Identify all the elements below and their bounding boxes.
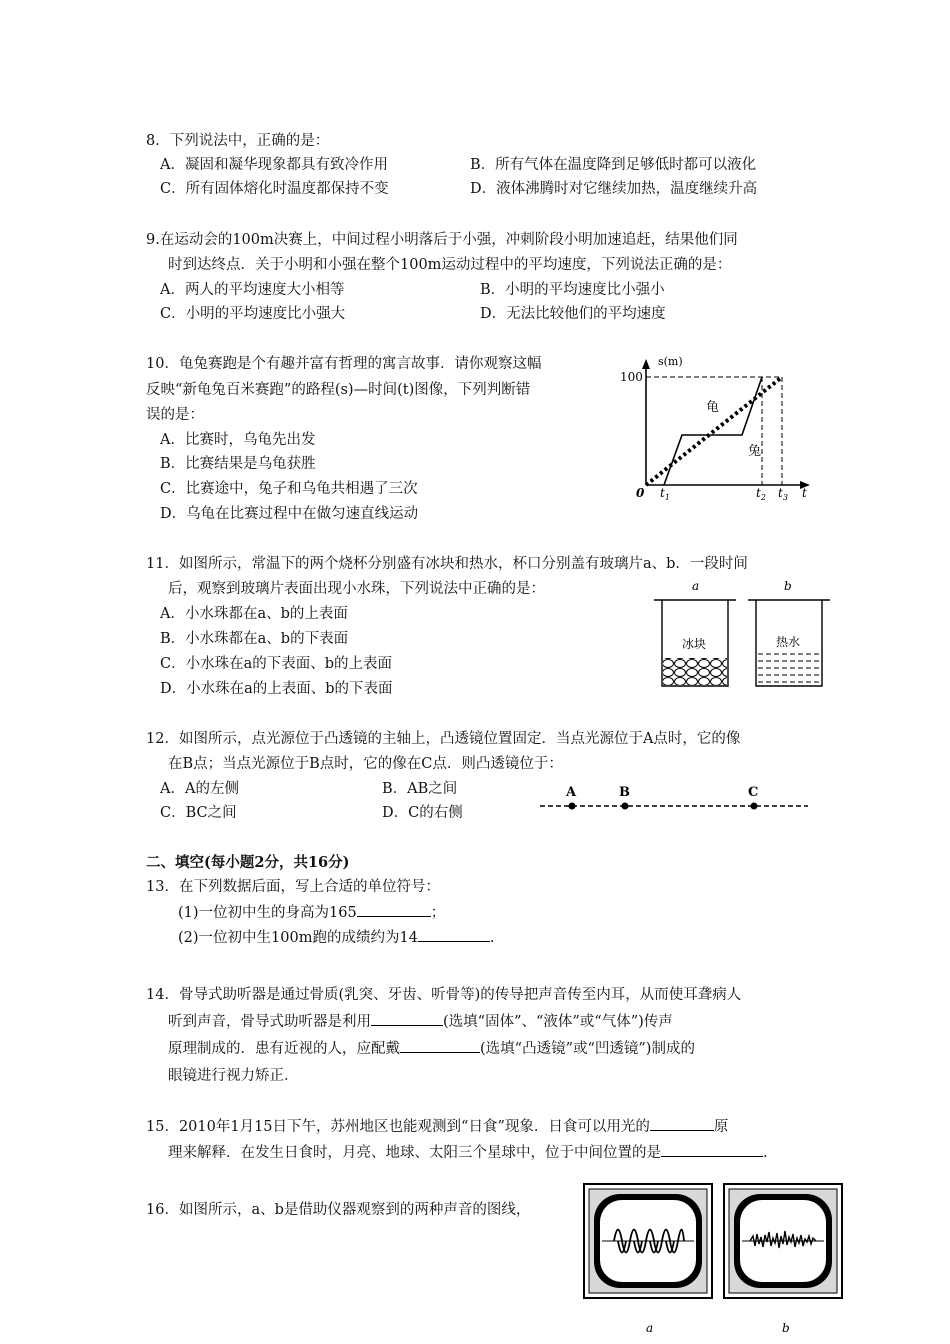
q12-option-d: D．C的右侧 (382, 805, 463, 821)
q8-option-a: A．凝固和凝华现象都具有致冷作用 (160, 157, 388, 173)
q15-line1: 15．2010年1月15日下午，苏州地区也能观测到“日食”现象．日食可以用光的 原 (146, 1115, 728, 1136)
q15-line2: 理来解释．在发生日食时，月亮、地球、太阳三个星球中，位于中间位置的是 . (168, 1141, 768, 1162)
graph-t2: $t_2$ (756, 486, 766, 502)
oscilloscope-b (724, 1184, 842, 1298)
q12-axis-figure (538, 782, 810, 816)
graph-turtle-label: 龟 (706, 400, 720, 415)
q13-stem: 13．在下列数据后面，写上合适的单位符号： (146, 879, 440, 895)
oscilloscope-a (584, 1184, 712, 1298)
wave-a-label: a (646, 1321, 654, 1335)
q10-option-a: A．比赛时，乌龟先出发 (160, 432, 316, 448)
q12-option-c: C．BC之间 (160, 805, 237, 821)
q11-option-c: C．小水珠在a的下表面、b的上表面 (160, 656, 393, 672)
graph-y100: 100 (620, 370, 643, 384)
q16-waveform-figure (580, 1180, 850, 1340)
graph-rabbit-label: 兔 (748, 444, 762, 459)
q14-blank-1[interactable] (371, 1011, 443, 1026)
graph-origin: 0 (636, 486, 645, 500)
q12-stem-line1: 12．如图所示，点光源位于凸透镜的主轴上，凸透镜位置固定．当点光源位于A点时，它的像 (146, 731, 741, 747)
point-a (569, 803, 576, 810)
q13-blank-2[interactable] (418, 927, 490, 942)
point-b-label: B (619, 785, 630, 800)
q12-option-b: B．AB之间 (382, 781, 458, 797)
q10-option-c: C．比赛途中，兔子和乌龟共相遇了三次 (160, 481, 418, 497)
q13-blank-1[interactable] (357, 902, 431, 917)
ice-label: 冰块 (682, 637, 707, 651)
beaker-b-label: b (784, 579, 792, 593)
q16-stem: 16．如图所示，a、b是借助仪器观察到的两种声音的图线， (146, 1202, 531, 1218)
graph-ylabel: s(m) (658, 355, 683, 368)
q8-option-d: D．液体沸腾时对它继续加热，温度继续升高 (470, 181, 758, 197)
q10-option-b: B．比赛结果是乌龟获胜 (160, 456, 316, 472)
graph-t3: $t_3$ (778, 486, 788, 502)
q8-option-b: B．所有气体在温度降到足够低时都可以液化 (470, 157, 757, 173)
q11-option-a: A．小水珠都在a、b的上表面 (160, 606, 348, 622)
section-2-heading: 二、填空(每小题2分，共16分) (146, 854, 350, 871)
q10-option-d: D．乌龟在比赛过程中在做匀速直线运动 (160, 506, 419, 522)
q9-stem-line1: 9.在运动会的100m决赛上，中间过程小明落后于小强，冲刺阶段小明加速追赶，结果他们同 (146, 232, 738, 248)
hot-water-label: 热水 (776, 635, 801, 649)
q9-option-d: D．无法比较他们的平均速度 (480, 306, 666, 322)
q11-stem-line1: 11．如图所示，常温下的两个烧杯分别盛有冰块和热水，杯口分别盖有玻璃片a、b．一段时间 (146, 556, 748, 572)
q9-option-c: C．小明的平均速度比小强大 (160, 306, 346, 322)
q9-option-a: A．两人的平均速度大小相等 (160, 282, 345, 298)
q14-blank-2[interactable] (400, 1038, 480, 1053)
q11-option-d: D．小水珠在a的上表面、b的下表面 (160, 681, 393, 697)
q13-sub1: (1)一位初中生的身高为165 ； (178, 901, 445, 922)
q14-line2: 听到声音，骨导式助听器是利用 (选填“固体”、“液体”或“气体”)传声 (168, 1010, 673, 1031)
point-a-label: A (566, 785, 577, 800)
beaker-a-label: a (692, 579, 700, 593)
q11-stem-line2: 后，观察到玻璃片表面出现小水珠，下列说法中正确的是： (168, 581, 545, 597)
q12-option-a: A．A的左侧 (160, 781, 239, 797)
q8-stem: 8．下列说法中，正确的是： (146, 133, 330, 149)
q10-stem-line2: 反映“新龟兔百米赛跑”的路程(s)—时间(t)图像，下列判断错 (146, 382, 531, 398)
q9-option-b: B．小明的平均速度比小强小 (480, 282, 665, 298)
q14-line4: 眼镜进行视力矫正． (168, 1068, 299, 1084)
point-b (622, 803, 629, 810)
q10-stem-line3: 误的是： (146, 407, 204, 423)
q14-line3: 原理制成的．患有近视的人，应配戴 (选填“凸透镜”或“凹透镜”)制成的 (168, 1037, 695, 1058)
q15-blank-2[interactable] (661, 1142, 763, 1157)
q14-line1: 14．骨导式助听器是通过骨质(乳突、牙齿、听骨等)的传导把声音传至内耳，从而使耳聋病人 (146, 987, 742, 1003)
q11-beakers-figure (650, 578, 840, 690)
q11-option-b: B．小水珠都在a、b的下表面 (160, 631, 349, 647)
q8-option-c: C．所有固体熔化时温度都保持不变 (160, 181, 389, 197)
graph-t1: $t_1$ (660, 486, 670, 502)
point-c-label: C (748, 785, 759, 800)
wave-b-label: b (782, 1321, 790, 1335)
q10-st-graph (620, 355, 820, 502)
q9-stem-line2: 时到达终点．关于小明和小强在整个100m运动过程中的平均速度，下列说法正确的是： (168, 257, 732, 273)
point-c (751, 803, 758, 810)
graph-tlabel: t (802, 486, 807, 500)
q13-sub2: (2)一位初中生100m跑的成绩约为14 . (178, 926, 495, 947)
q10-stem-line1: 10．龟兔赛跑是个有趣并富有哲理的寓言故事．请你观察这幅 (146, 356, 542, 372)
q15-blank-1[interactable] (650, 1116, 714, 1131)
q12-stem-line2: 在B点；当点光源位于B点时，它的像在C点．则凸透镜位于： (168, 756, 563, 772)
